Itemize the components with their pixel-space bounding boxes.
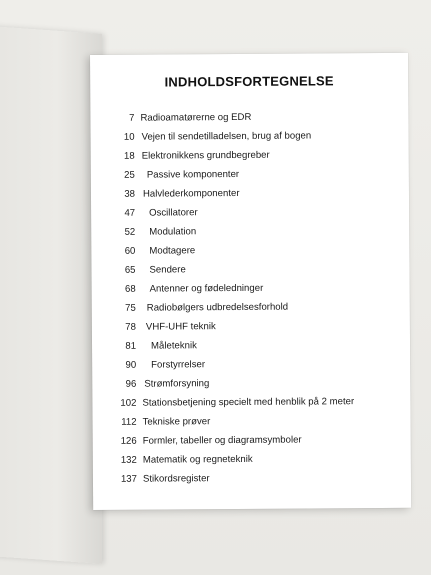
toc-label: Modtagere bbox=[149, 245, 196, 257]
toc-page-number: 102 bbox=[120, 397, 137, 409]
toc-page-number: 18 bbox=[123, 150, 135, 162]
toc-label: Vejen til sendetilladelsen, brug af bogen bbox=[141, 130, 312, 143]
toc-page-number: 96 bbox=[125, 378, 137, 390]
toc-label: Strømforsyning bbox=[144, 378, 210, 390]
toc-label: Antenner og fødeledninger bbox=[149, 282, 264, 295]
toc-page-number: 38 bbox=[124, 188, 136, 200]
toc-label: Måleteknik bbox=[150, 340, 197, 352]
toc-page-number: 10 bbox=[123, 131, 135, 143]
toc-page-number: 81 bbox=[125, 340, 137, 352]
toc-label: Halvlederkomponenter bbox=[142, 187, 240, 200]
table-of-contents bbox=[90, 111, 408, 485]
toc-label: Formler, tabeller og diagramsymboler bbox=[142, 434, 302, 447]
toc-page-number: 52 bbox=[124, 226, 136, 238]
toc-label: VHF-UHF teknik bbox=[145, 321, 216, 333]
toc-label: Stikordsregister bbox=[142, 473, 210, 485]
toc-label: Matematik og regneteknik bbox=[142, 453, 253, 466]
toc-page-number: 68 bbox=[124, 283, 136, 295]
toc-page-number: 7 bbox=[129, 112, 135, 124]
toc-label: Forstyrrelser bbox=[151, 359, 206, 371]
toc-label: Radioamatørerne og EDR bbox=[140, 111, 252, 124]
toc-label: Radiobølgers udbredelsesforhold bbox=[146, 301, 289, 314]
toc-page-number: 112 bbox=[121, 416, 137, 428]
bleed-through bbox=[298, 93, 388, 94]
left-page bbox=[0, 26, 102, 564]
toc-page-number: 75 bbox=[125, 302, 136, 314]
toc-label: Passive komponenter bbox=[146, 168, 240, 181]
toc-label: Modulation bbox=[149, 226, 197, 238]
toc-page-number: 137 bbox=[120, 473, 138, 485]
toc-page-number: 25 bbox=[124, 169, 135, 181]
toc-page-number: 132 bbox=[120, 454, 137, 466]
toc-label: Stationsbetjening specielt med henblik på 2 meter bbox=[142, 396, 355, 409]
toc-page-number: 78 bbox=[125, 321, 136, 333]
page-title: INDHOLDSFORTEGNELSE bbox=[164, 73, 334, 90]
toc-label: Oscillatorer bbox=[149, 207, 198, 219]
toc-label: Elektronikkens grundbegreber bbox=[141, 149, 270, 162]
toc-label: Tekniske prøver bbox=[142, 416, 211, 428]
toc-page-number: 60 bbox=[124, 245, 136, 257]
toc-page-number: 47 bbox=[124, 207, 136, 219]
toc-label: Sendere bbox=[149, 264, 186, 276]
toc-page-number: 90 bbox=[125, 359, 137, 371]
toc-page-number: 65 bbox=[124, 264, 136, 276]
toc-page-number: 126 bbox=[120, 435, 137, 447]
book-page bbox=[90, 53, 411, 510]
